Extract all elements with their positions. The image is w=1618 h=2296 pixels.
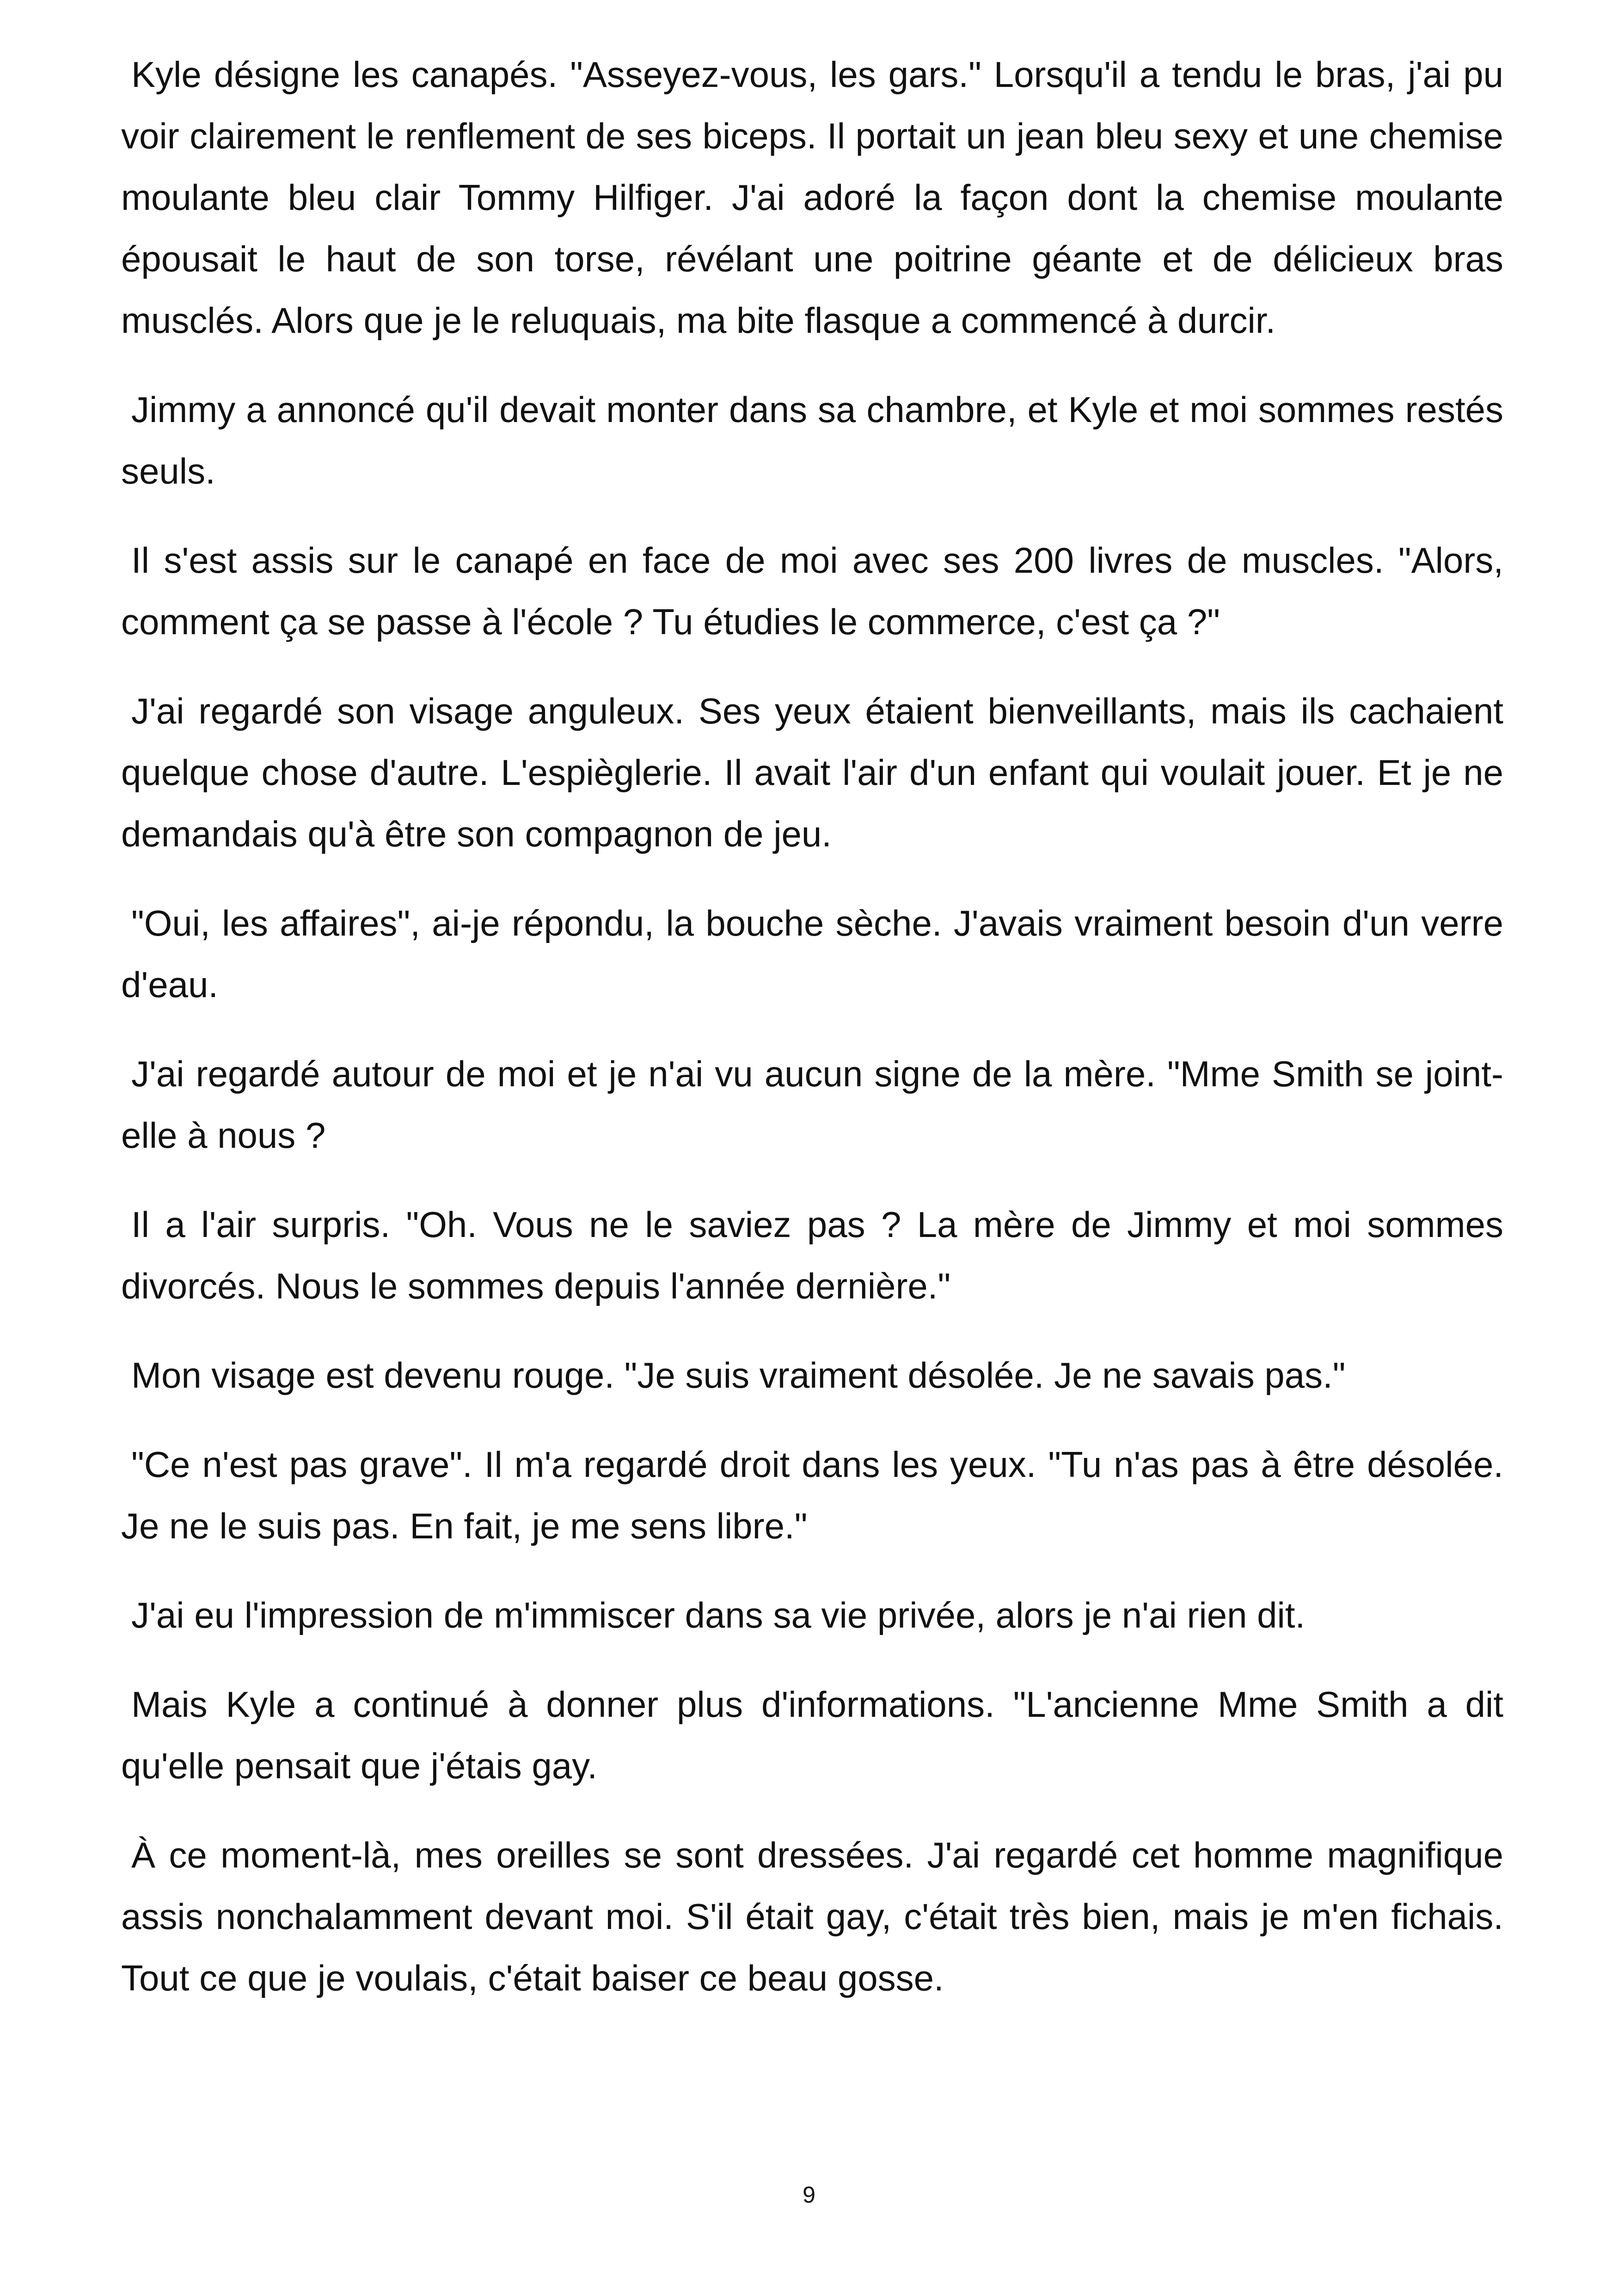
paragraph-11: Mais Kyle a continué à donner plus d'informations. "L'ancienne Mme Smith a dit qu'elle pensait que j'étais gay. xyxy=(121,1684,1503,1786)
paragraph-7: Il a l'air surpris. "Oh. Vous ne le saviez pas ? La mère de Jimmy et moi sommes divorcés. Nous le sommes depuis l'année dernière." xyxy=(121,1204,1503,1306)
paragraph-2: Jimmy a annoncé qu'il devait monter dans sa chambre, et Kyle et moi sommes restés seuls. xyxy=(121,389,1503,491)
paragraph-3: Il s'est assis sur le canapé en face de moi avec ses 200 livres de muscles. "Alors, comment ça se passe à l'école ? Tu étudies le commerce, c'est ça ?" xyxy=(121,540,1503,642)
paragraph-4: J'ai regardé son visage anguleux. Ses yeux étaient bienveillants, mais ils cachaient quelque chose d'autre. L'espièglerie. Il avait l'air d'un enfant qui voulait jouer. Et je ne demandais qu'à être son compagnon de jeu. xyxy=(121,691,1503,854)
paragraph-5: "Oui, les affaires", ai-je répondu, la bouche sèche. J'avais vraiment besoin d'un verre d'eau. xyxy=(121,903,1503,1005)
paragraph-6: J'ai regardé autour de moi et je n'ai vu aucun signe de la mère. "Mme Smith se joint-elle à nous ? xyxy=(121,1053,1503,1156)
paragraph-1: Kyle désigne les canapés. "Asseyez-vous, les gars." Lorsqu'il a tendu le bras, j'ai pu voir clairement le renflement de ses biceps. Il portait un jean bleu sexy et une chemise moulante bleu clair Tommy Hilfiger. J'ai adoré la façon dont la chemise moulante épousait le haut de son torse, révélant une poitrine géante et de délicieux bras musclés. Alors que je le reluquais, ma bite flasque a commencé à durcir. xyxy=(121,54,1503,341)
paragraph-8: Mon visage est devenu rouge. "Je suis vraiment désolée. Je ne savais pas." xyxy=(131,1355,1346,1396)
body-text xyxy=(121,44,1503,2037)
paragraph-10: J'ai eu l'impression de m'immiscer dans sa vie privée, alors je n'ai rien dit. xyxy=(131,1595,1305,1635)
page-number: 9 xyxy=(803,2182,815,2208)
paragraph-12: À ce moment-là, mes oreilles se sont dressées. J'ai regardé cet homme magnifique assis nonchalamment devant moi. S'il était gay, c'était très bien, mais je m'en fichais. Tout ce que je voulais, c'était baiser ce beau gosse. xyxy=(121,1835,1503,1998)
paragraph-9: "Ce n'est pas grave". Il m'a regardé droit dans les yeux. "Tu n'as pas à être désolée. Je ne le suis pas. En fait, je me sens libre." xyxy=(121,1444,1503,1546)
